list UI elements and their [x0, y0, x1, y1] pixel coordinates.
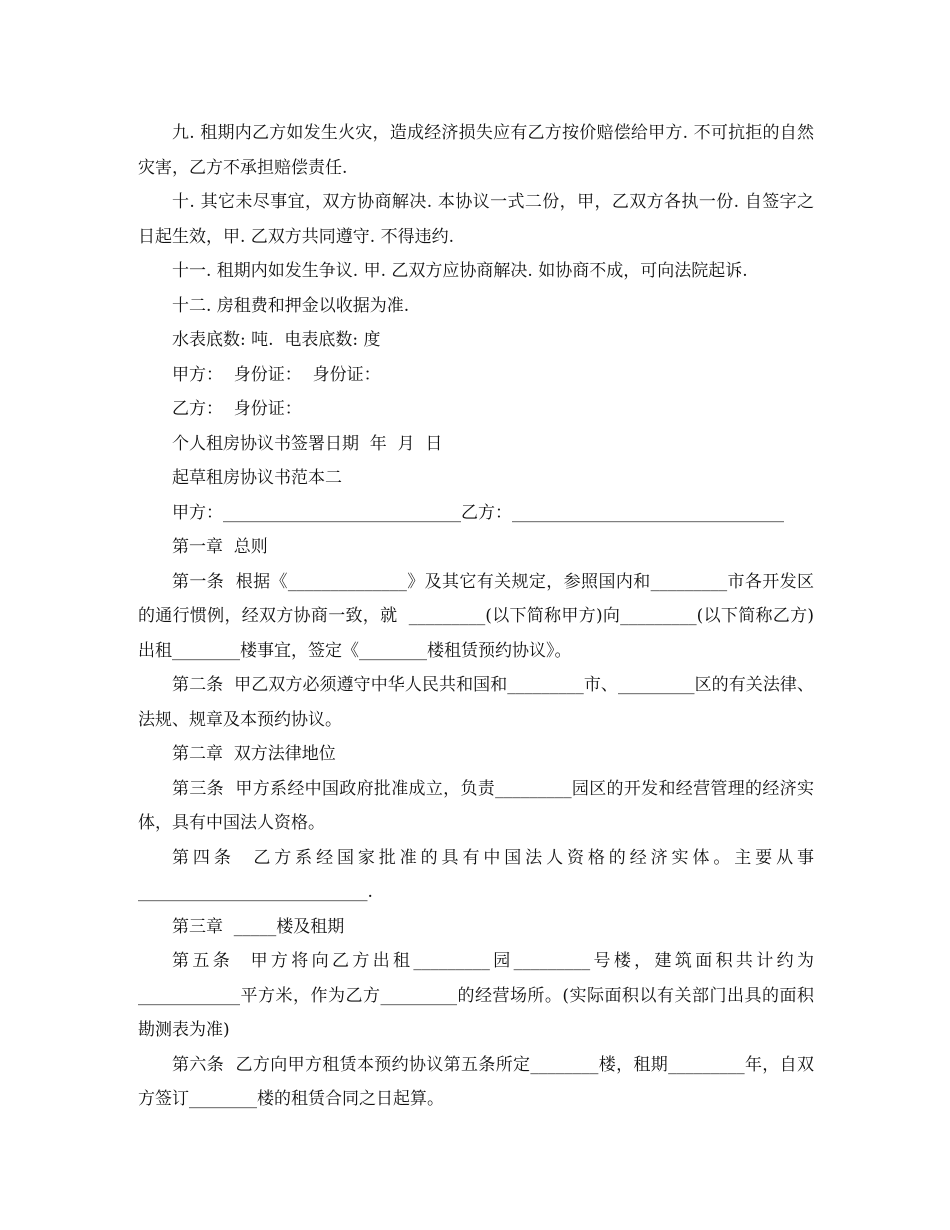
article-6: 第六条 乙方向甲方租赁本预约协议第五条所定________楼，租期_________年，自双方签订________楼的租赁合同之日起算。 — [138, 1054, 814, 1109]
chapter-1-heading: 第一章 总则 — [172, 537, 268, 557]
parties-line: 甲方：____________________________乙方：________________________________ — [172, 502, 784, 523]
chapter-3-heading: 第三章 _____楼及租期 — [172, 916, 345, 937]
chapter-2-heading: 第二章 双方法律地位 — [172, 744, 336, 764]
signing-date-line: 个人租房协议书签署日期 年 月 日 — [172, 433, 443, 454]
party-b-signature-line: 乙方： 身份证： — [172, 399, 302, 419]
clause-10: 十. 其它未尽事宜，双方协商解决. 本协议一式二份，甲，乙双方各执一份. 自签字之日起生效，甲. 乙双方共同遵守. 不得违约. — [138, 192, 814, 247]
document-body — [138, 116, 814, 1117]
clause-12: 十二. 房租费和押金以收据为准. — [172, 295, 410, 316]
clause-11: 十一. 租期内如发生争议. 甲. 乙双方应协商解决. 如协商不成，可向法院起诉. — [172, 261, 748, 281]
article-4: 第四条 乙方系经国家批准的具有中国法人资格的经济实体。主要从事___________________________. — [138, 847, 814, 902]
template-two-title: 起草租房协议书范本二 — [172, 468, 342, 488]
article-1: 第一条 根据《______________》及其它有关规定，参照国内和_________市各开发区的通行惯例，经双方协商一致，就 _________(以下简称甲方)向_________(以下简称乙方)出租________楼事宜，签定《________楼租赁预约协议》。 — [138, 571, 814, 661]
article-2: 第二条 甲乙双方必须遵守中华人民共和国和_________市、_________区的有关法律、法规、规章及本预约协议。 — [138, 675, 814, 730]
meter-readings: 水表底数: 吨. 电表底数: 度 — [172, 330, 381, 350]
clause-9: 九. 租期内乙方如发生火灾，造成经济损失应有乙方按价赔偿给甲方. 不可抗拒的自然灾害，乙方不承担赔偿责任. — [138, 123, 814, 178]
party-a-signature-line: 甲方： 身份证： 身份证： — [172, 364, 381, 385]
article-5: 第五条 甲方将向乙方出租_________园_________号楼，建筑面积共计约为____________平方米，作为乙方_________的经营场所。(实际面积以有关部门出具的面积勘测表为准) — [138, 951, 814, 1040]
article-3: 第三条 甲方系经中国政府批准成立，负责_________园区的开发和经营管理的经济实体，具有中国法人资格。 — [138, 778, 814, 833]
